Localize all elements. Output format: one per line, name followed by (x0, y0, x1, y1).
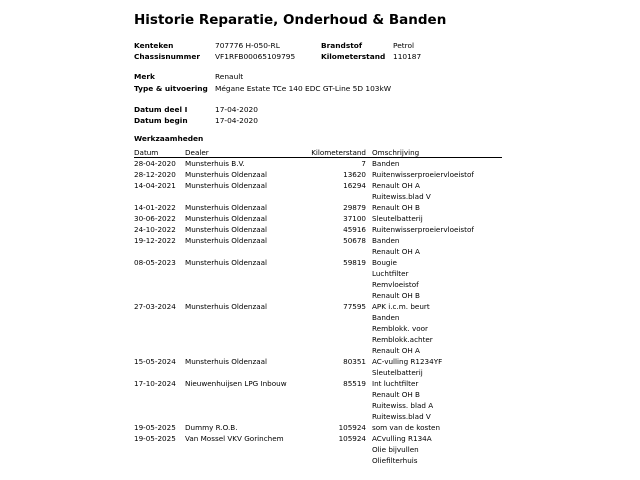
table-row (0, 345, 640, 356)
kilometerstand-value: 110187 (393, 52, 422, 61)
row-omschrijving: Banden (372, 313, 400, 322)
type-uitvoering-value: Mégane Estate TCe 140 EDC GT-Line 5D 103kW (215, 84, 392, 93)
row-omschrijving: Remblokk. voor (372, 324, 428, 333)
row-date: 08-05-2023 (134, 258, 176, 267)
row-omschrijving: AC-vulling R1234YF (372, 357, 443, 366)
row-dealer: Munsterhuis Oldenzaal (185, 203, 268, 212)
row-dealer: Munsterhuis Oldenzaal (185, 181, 268, 190)
column-header-kilometerstand: Kilometerstand (311, 148, 366, 157)
row-omschrijving: Renault OH B (372, 390, 420, 399)
row-omschrijving: Ruitenwisserproeiervloeistof (372, 225, 474, 234)
merk-value: Renault (215, 72, 244, 81)
row-kilometerstand: 45916 (343, 225, 366, 234)
table-row (0, 378, 640, 389)
table-row (0, 202, 640, 213)
row-omschrijving: Ruitenwisserproeiervloeistof (372, 170, 474, 179)
row-date: 24-10-2022 (134, 225, 176, 234)
datum-deel1-label: Datum deel I (134, 105, 188, 114)
row-omschrijving: Bougie (372, 258, 397, 267)
table-row (0, 433, 640, 444)
table-row (0, 268, 640, 279)
row-omschrijving: Ruitewiss.blad V (372, 412, 431, 421)
table-row (0, 400, 640, 411)
row-omschrijving: ACvulling R134A (372, 434, 432, 443)
row-omschrijving: Sleutelbatterij (372, 368, 423, 377)
row-dealer: Munsterhuis Oldenzaal (185, 357, 268, 366)
datum-begin-value: 17-04-2020 (215, 116, 258, 125)
chassisnummer-value: VF1RFB00065109795 (215, 52, 296, 61)
row-date: 27-03-2024 (134, 302, 176, 311)
table-row (0, 290, 640, 301)
row-dealer: Munsterhuis Oldenzaal (185, 302, 268, 311)
merk-label: Merk (134, 72, 155, 81)
row-dealer: Munsterhuis Oldenzaal (185, 236, 268, 245)
table-row (0, 246, 640, 257)
brandstof-label: Brandstof (321, 41, 363, 50)
table-row (0, 455, 640, 466)
page-title: Historie Reparatie, Onderhoud & Banden (134, 12, 447, 28)
kilometerstand-label: Kilometerstand (321, 52, 386, 61)
table-row (0, 257, 640, 268)
table-row (0, 279, 640, 290)
table-row (0, 235, 640, 246)
row-date: 14-04-2021 (134, 181, 176, 190)
type-uitvoering-label: Type & uitvoering (134, 84, 208, 93)
kenteken-label: Kenteken (134, 41, 174, 50)
row-dealer: Van Mossel VKV Gorinchem (185, 434, 284, 443)
chassisnummer-label: Chassisnummer (134, 52, 200, 61)
row-date: 17-10-2024 (134, 379, 176, 388)
table-row (0, 158, 640, 169)
row-omschrijving: Ruitewiss. blad A (372, 401, 434, 410)
row-omschrijving: Ruitewiss.blad V (372, 192, 431, 201)
row-omschrijving: Remvloeistof (372, 280, 419, 289)
table-row (0, 323, 640, 334)
table-row (0, 367, 640, 378)
datum-begin-label: Datum begin (134, 116, 188, 125)
row-omschrijving: Olie bijvullen (372, 445, 419, 454)
table-row (0, 356, 640, 367)
brandstof-value: Petrol (393, 41, 415, 50)
table-row (0, 411, 640, 422)
row-kilometerstand: 85519 (343, 379, 366, 388)
row-dealer: Nieuwenhuijsen LPG Inbouw (185, 379, 287, 388)
column-header-datum: Datum (134, 148, 159, 157)
table-row (0, 213, 640, 224)
table-row (0, 422, 640, 433)
row-omschrijving: Renault OH B (372, 291, 420, 300)
row-omschrijving: Renault OH A (372, 247, 420, 256)
row-omschrijving: APK i.c.m. beurt (372, 302, 430, 311)
werkzaamheden-title: Werkzaamheden (134, 134, 204, 143)
row-date: 14-01-2022 (134, 203, 176, 212)
table-row (0, 191, 640, 202)
row-kilometerstand: 29879 (343, 203, 366, 212)
row-kilometerstand: 77595 (343, 302, 366, 311)
column-header-dealer: Dealer (185, 148, 209, 157)
row-date: 19-05-2025 (134, 423, 176, 432)
table-row (0, 180, 640, 191)
row-kilometerstand: 13620 (343, 170, 366, 179)
row-omschrijving: Remblokk.achter (372, 335, 433, 344)
row-omschrijving: som van de kosten (372, 423, 441, 432)
row-omschrijving: Luchtfilter (372, 269, 409, 278)
row-kilometerstand: 80351 (343, 357, 366, 366)
row-kilometerstand: 37100 (343, 214, 366, 223)
table-row (0, 169, 640, 180)
column-header-omschrijving: Omschrijving (372, 148, 420, 157)
row-dealer: Dummy R.O.B. (185, 423, 238, 432)
row-dealer: Munsterhuis Oldenzaal (185, 170, 268, 179)
row-omschrijving: Banden (372, 236, 400, 245)
table-row (0, 334, 640, 345)
row-date: 15-05-2024 (134, 357, 176, 366)
row-dealer: Munsterhuis Oldenzaal (185, 214, 268, 223)
row-omschrijving: Oliefilterhuis (372, 456, 418, 465)
row-date: 28-04-2020 (134, 159, 176, 168)
row-kilometerstand: 105924 (338, 434, 366, 443)
row-omschrijving: Int luchtfilter (372, 379, 419, 388)
row-omschrijving: Renault OH A (372, 181, 420, 190)
row-omschrijving: Sleutelbatterij (372, 214, 423, 223)
row-kilometerstand: 16294 (343, 181, 366, 190)
row-omschrijving: Renault OH B (372, 203, 420, 212)
datum-deel1-value: 17-04-2020 (215, 105, 258, 114)
table-row (0, 444, 640, 455)
row-kilometerstand: 59819 (343, 258, 366, 267)
row-date: 28-12-2020 (134, 170, 176, 179)
table-row (0, 224, 640, 235)
row-dealer: Munsterhuis Oldenzaal (185, 258, 268, 267)
row-kilometerstand: 7 (361, 159, 366, 168)
row-date: 19-12-2022 (134, 236, 176, 245)
row-date: 30-06-2022 (134, 214, 176, 223)
row-kilometerstand: 105924 (338, 423, 366, 432)
row-dealer: Munsterhuis Oldenzaal (185, 225, 268, 234)
table-row (0, 389, 640, 400)
kenteken-value: 707776 H-050-RL (215, 41, 280, 50)
table-row (0, 301, 640, 312)
row-omschrijving: Banden (372, 159, 400, 168)
row-dealer: Munsterhuis B.V. (185, 159, 245, 168)
table-row (0, 312, 640, 323)
work-table-body (0, 158, 640, 466)
row-kilometerstand: 50678 (343, 236, 366, 245)
row-omschrijving: Renault OH A (372, 346, 420, 355)
row-date: 19-05-2025 (134, 434, 176, 443)
